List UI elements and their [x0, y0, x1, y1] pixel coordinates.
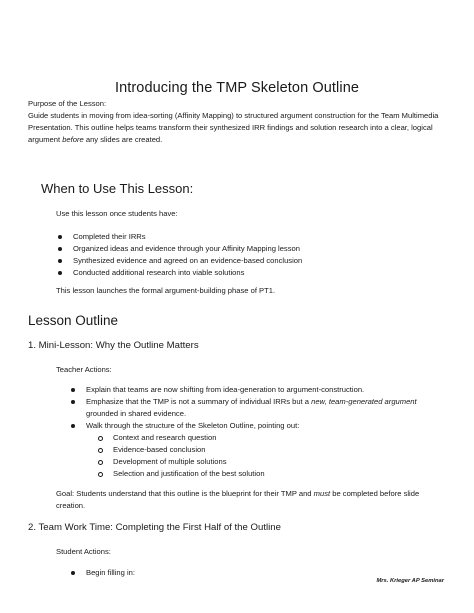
list-item: Explain that teams are now shifting from idea-generation to argument-construction. — [69, 384, 439, 396]
list-item — [69, 396, 439, 420]
footer-author: Mrs. Krieger AP Seminar — [376, 578, 444, 584]
sublist-item: Development of multiple solutions — [96, 456, 436, 468]
purpose-text — [28, 110, 448, 146]
section2-actions-label: Student Actions: — [56, 547, 111, 556]
when-list — [56, 231, 456, 279]
purpose-section — [28, 98, 448, 146]
purpose-text-part: any slides are created. — [83, 135, 163, 144]
section1-goal — [56, 488, 446, 512]
section2-heading: 2. Team Work Time: Completing the First Half of the Outline — [28, 522, 281, 533]
section1-heading: 1. Mini-Lesson: Why the Outline Matters — [28, 340, 199, 351]
when-heading: When to Use This Lesson: — [41, 181, 194, 196]
sublist-item: Context and research question — [96, 432, 436, 444]
list-item: Organized ideas and evidence through your Affinity Mapping lesson — [56, 243, 456, 255]
purpose-text-emphasis: before — [62, 135, 84, 144]
when-closing: This lesson launches the formal argument-building phase of PT1. — [56, 286, 276, 295]
when-intro: Use this lesson once students have: — [56, 209, 178, 218]
section1-actions-label: Teacher Actions: — [56, 365, 112, 374]
purpose-heading: Purpose of the Lesson: — [28, 99, 107, 108]
section1-sublist — [96, 432, 436, 480]
outline-heading: Lesson Outline — [28, 313, 119, 328]
section2-list — [69, 567, 369, 579]
list-item-part: grounded in shared evidence. — [86, 409, 187, 418]
goal-text-part: be completed before slide creation. — [56, 489, 420, 510]
list-item: Begin filling in: — [69, 567, 369, 579]
list-item: Conducted additional research into viable solutions — [56, 267, 456, 279]
goal-text-part: Goal: Students understand that this outline is the blueprint for their TMP and — [56, 489, 314, 498]
purpose-text-part: Guide students in moving from idea-sorting (Affinity Mapping) to structured argument construction for the Team Multimedia Presentation. This outline helps teams transform their synthesized IRR findings and solution research into a clear, logical argument — [28, 111, 439, 144]
list-item-part: Emphasize that the TMP is not a summary of individual IRRs but a — [86, 397, 312, 406]
sublist-item: Evidence-based conclusion — [96, 444, 436, 456]
list-item: Synthesized evidence and agreed on an evidence-based conclusion — [56, 255, 456, 267]
goal-text-emphasis: must — [313, 489, 331, 498]
list-item: Completed their IRRs — [56, 231, 456, 243]
list-item-emphasis: new, team-generated argument — [311, 397, 417, 406]
section1-list — [69, 384, 439, 432]
list-item: Walk through the structure of the Skeleton Outline, pointing out: — [69, 420, 439, 432]
sublist-item: Selection and justification of the best solution — [96, 468, 436, 480]
document-title: Introducing the TMP Skeleton Outline — [114, 79, 360, 96]
